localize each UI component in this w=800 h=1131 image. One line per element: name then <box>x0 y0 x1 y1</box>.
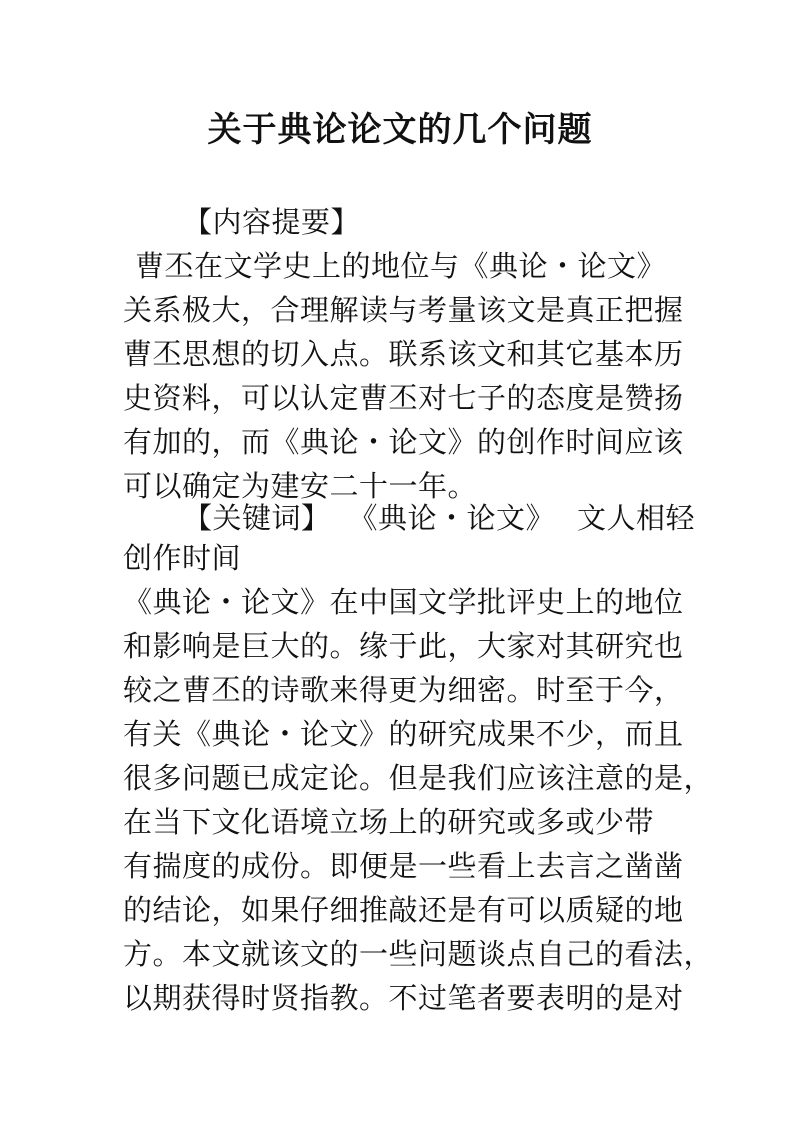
body-line: 很多问题已成定论。但是我们应该注意的是， <box>123 761 714 795</box>
body-line: 有关《典论・论文》的研究成果不少，而且 <box>123 717 684 751</box>
abstract-line: 有加的，而《典论・论文》的创作时间应该 <box>123 425 684 459</box>
abstract-line: 曹丕在文学史上的地位与《典论・论文》 <box>135 249 667 283</box>
abstract-line: 曹丕思想的切入点。联系该文和其它基本历 <box>123 337 684 371</box>
body-line: 以期获得时贤指教。不过笔者要表明的是对 <box>123 981 684 1015</box>
body-line: 和影响是巨大的。缘于此，大家对其研究也 <box>123 629 684 663</box>
keyword: 文人相轻 <box>577 501 696 535</box>
body-line: 的结论，如果仔细推敲还是有可以质疑的地 <box>123 893 684 927</box>
body-line: 较之曹丕的诗歌来得更为细密。时至于今， <box>123 673 684 707</box>
document-title: 关于典论论文的几个问题 <box>207 110 593 150</box>
body-line: 方。本文就该文的一些问题谈点自己的看法， <box>123 937 714 971</box>
abstract-line: 关系极大，合理解读与考量该文是真正把握 <box>123 293 684 327</box>
body-line: 有揣度的成份。即便是一些看上去言之凿凿 <box>123 849 684 883</box>
keywords-line <box>183 498 753 538</box>
abstract-heading: 【内容提要】 <box>183 205 361 239</box>
body-line: 在当下文化语境立场上的研究或多或少带 <box>123 805 655 839</box>
keyword: 《典论・论文》 <box>348 501 556 535</box>
abstract-line: 可以确定为建安二十一年。 <box>123 469 478 503</box>
abstract-line: 史资料，可以认定曹丕对七子的态度是赞扬 <box>123 381 684 415</box>
body-line: 《典论・论文》在中国文学批评史上的地位 <box>123 585 684 619</box>
keyword: 创作时间 <box>123 541 242 575</box>
keywords-heading: 【关键词】 <box>183 501 331 535</box>
